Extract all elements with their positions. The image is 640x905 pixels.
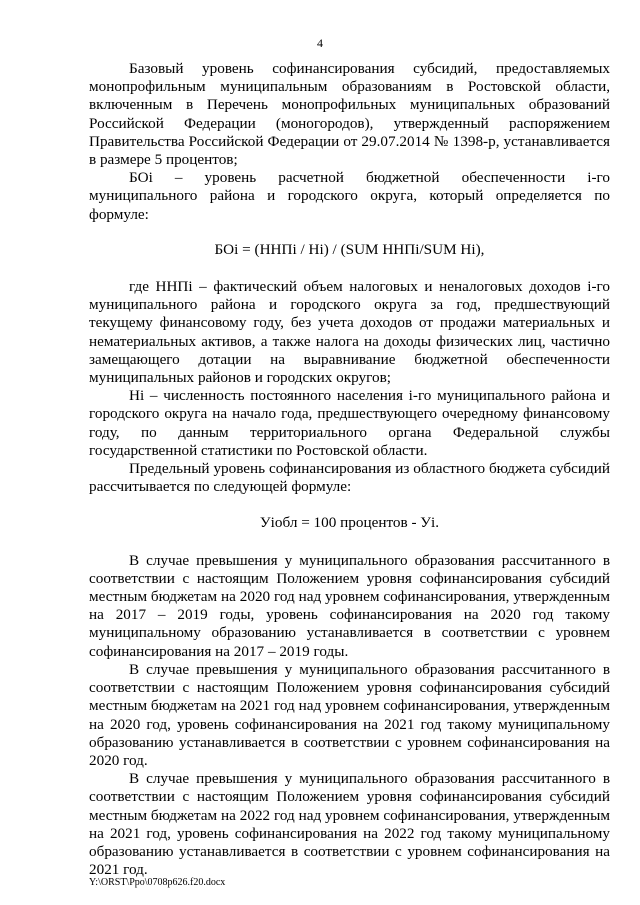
formula-boi: БОi = (ННПi / Нi) / (SUM ННПi/SUM Нi), [214,240,485,258]
document-body [89,60,610,879]
paragraph-case-2022: В случае превышения у муниципального образования рассчитанного в соответствии с настоящим Положением уровня софинансирования субсидий местным бюджетам на 2022 год над уровнем софинансирования, утвержденным на 2021 год, уровень софинансирования на 2022 год такому муниципальному образованию устанавливается в соответствии с уровнем софинансирования на 2021 год. [89,770,610,879]
paragraph-nnpi-definition: где ННПi – фактический объем налоговых и неналоговых доходов i-го муниципального района и городского округа за год, предшествующий текущему финансовому году, без учета доходов от продажи материальных и нематериальных активов, а также налога на доходы физических лиц, частично замещающего дотации на выравнивание бюджетной обеспеченности муниципальных районов и городских округов; [89,278,610,387]
paragraph-case-2020: В случае превышения у муниципального образования рассчитанного в соответствии с настоящим Положением уровня софинансирования субсидий местным бюджетам на 2020 год над уровнем софинансирования, утвержденным на 2017 – 2019 годы, уровень софинансирования на 2020 год такому муниципальному образованию устанавливается в соответствии с уровнем софинансирования на 2017 – 2019 годы. [89,551,610,660]
paragraph-case-2021: В случае превышения у муниципального образования рассчитанного в соответствии с настоящим Положением уровня софинансирования субсидий местным бюджетам на 2021 год над уровнем софинансирования, утвержденным на 2020 год, уровень софинансирования на 2021 год такому муниципальному образованию устанавливается в соответствии с уровнем софинансирования на 2020 год. [89,660,610,769]
paragraph-boi-definition: БОi – уровень расчетной бюджетной обеспеченности i-го муниципального района и городского округа, который определяется по формуле: [89,169,610,223]
paragraph-base-level: Базовый уровень софинансирования субсидий, предоставляемых монопрофильным муниципальным образованиям в Ростовской области, включенным в Перечень монопрофильных муниципальных образований Российской Федерации (моногородов), утвержденный распоряжением Правительства Российской Федерации от 29.07.2014 № 1398-р, устанавливается в размере 5 процентов; [89,60,610,169]
paragraph-max-level: Предельный уровень софинансирования из областного бюджета субсидий рассчитывается по следующей формуле: [89,460,610,496]
page-number: 4 [317,36,323,50]
paragraph-ni-definition: Нi – численность постоянного населения i-го муниципального района и городского округа на начало года, предшествующего очередному финансовому году, по данным территориального органа Федеральной службы государственной статистики по Ростовской области. [89,387,610,459]
footer-file-path: Y:\ORST\Ppo\0708p626.f20.docx [89,877,226,888]
formula-max-level: Уiобл = 100 процентов - Уi. [259,514,440,532]
